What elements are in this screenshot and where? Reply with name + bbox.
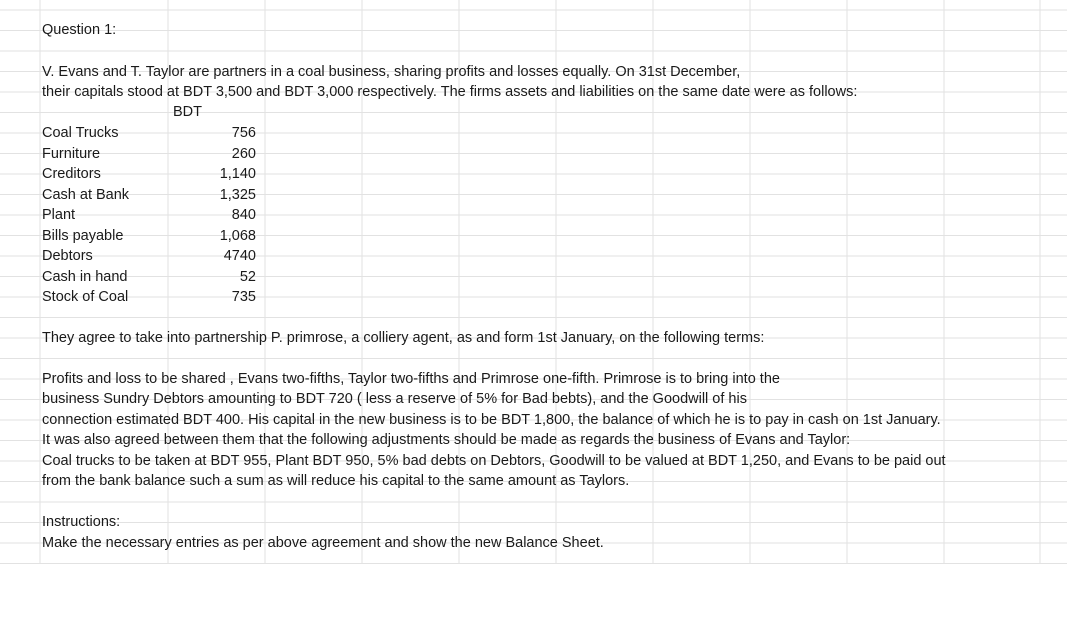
intro-line-2[interactable]: their capitals stood at BDT 3,500 and BDT 3,000 respectively. The firms assets and liabilities on the same date were as follows:: [42, 84, 858, 100]
question-title[interactable]: Question 1:: [42, 22, 117, 38]
item-label[interactable]: Creditors: [42, 166, 101, 182]
terms-line[interactable]: Coal trucks to be taken at BDT 955, Plant BDT 950, 5% bad debts on Debtors, Goodwill to be valued at BDT 1,250, and Evans to be paid out: [42, 453, 946, 469]
instructions-label[interactable]: Instructions:: [42, 514, 121, 530]
item-label[interactable]: Furniture: [42, 145, 101, 162]
item-value[interactable]: 52: [239, 268, 256, 285]
item-value[interactable]: 1,140: [219, 166, 256, 182]
terms-line[interactable]: Profits and loss to be shared , Evans two-fifths, Taylor two-fifths and Primrose one-fifth. Primrose is to bring into the: [42, 371, 780, 387]
item-value[interactable]: 1,325: [219, 186, 256, 203]
item-value[interactable]: 756: [231, 125, 256, 141]
agreement-line[interactable]: They agree to take into partnership P. primrose, a colliery agent, as and form 1st January, on the following terms:: [42, 330, 765, 346]
item-label[interactable]: Debtors: [42, 248, 93, 264]
item-label[interactable]: Plant: [42, 207, 76, 223]
item-label[interactable]: Cash at Bank: [42, 186, 130, 203]
currency-header[interactable]: BDT: [173, 104, 202, 120]
item-label[interactable]: Cash in hand: [42, 268, 128, 285]
item-value[interactable]: 840: [231, 207, 256, 223]
item-value[interactable]: 4740: [223, 248, 256, 264]
item-value[interactable]: 1,068: [219, 227, 256, 244]
item-value[interactable]: 260: [231, 145, 256, 162]
terms-line[interactable]: from the bank balance such a sum as will reduce his capital to the same amount as Taylors.: [42, 473, 630, 489]
terms-line[interactable]: connection estimated BDT 400. His capital in the new business is to be BDT 1,800, the balance of which he is to pay in cash on 1st January.: [42, 412, 941, 428]
item-value[interactable]: 735: [231, 289, 256, 305]
item-label[interactable]: Bills payable: [42, 227, 124, 244]
intro-line-1[interactable]: V. Evans and T. Taylor are partners in a coal business, sharing profits and losses equally. On 31st December,: [42, 64, 741, 80]
terms-line[interactable]: It was also agreed between them that the following adjustments should be made as regards the business of Evans and Taylor:: [42, 432, 851, 448]
item-label[interactable]: Stock of Coal: [42, 289, 129, 305]
instructions-text[interactable]: Make the necessary entries as per above agreement and show the new Balance Sheet.: [42, 535, 604, 551]
item-label[interactable]: Coal Trucks: [42, 125, 119, 141]
terms-line[interactable]: business Sundry Debtors amounting to BDT 720 ( less a reserve of 5% for Bad bebts), and the Goodwill of his: [42, 391, 747, 407]
